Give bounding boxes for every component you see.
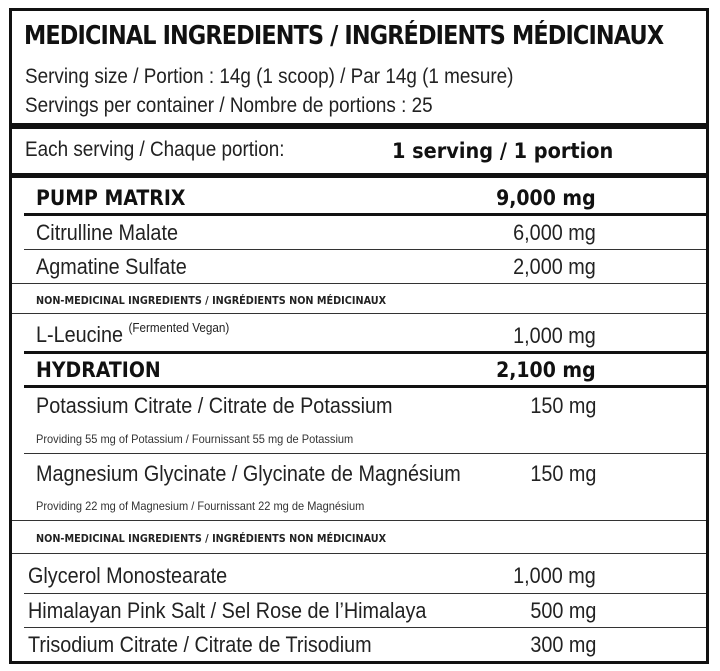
hydration-name: HYDRATION xyxy=(36,358,161,382)
divider-thick xyxy=(12,173,706,178)
hydration-amount: 2,100 mg xyxy=(496,358,596,382)
potassium-amount: 150 mg xyxy=(529,393,596,418)
potassium-name: Potassium Citrate / Citrate de Potassium xyxy=(36,393,393,418)
pump-matrix-name: PUMP MATRIX xyxy=(36,186,186,210)
divider xyxy=(24,453,706,454)
each-serving-label: Each serving / Chaque portion: xyxy=(25,138,285,161)
divider-thick xyxy=(12,123,706,129)
magnesium-name: Magnesium Glycinate / Glycinate de Magnésium xyxy=(36,461,461,486)
trisodium-name: Trisodium Citrate / Citrate de Trisodium xyxy=(28,632,372,657)
divider xyxy=(12,283,706,284)
agmatine-amount: 2,000 mg xyxy=(513,254,596,279)
glycerol-name: Glycerol Monostearate xyxy=(28,563,228,588)
magnesium-providing: Providing 22 mg of Magnesium / Fournissant 22 mg de Magnésium xyxy=(36,499,365,513)
pump-matrix-amount: 9,000 mg xyxy=(496,186,596,210)
non-medicinal-heading: NON-MEDICINAL INGREDIENTS / INGRÉDIENTS NON MÉDICINAUX xyxy=(36,532,387,545)
divider xyxy=(24,249,706,250)
divider xyxy=(24,627,706,628)
divider xyxy=(24,593,706,594)
leucine-amount: 1,000 mg xyxy=(513,323,596,348)
divider xyxy=(12,553,706,554)
panel-title: MEDICINAL INGREDIENTS / INGRÉDIENTS MÉDICINAUX xyxy=(24,21,664,51)
agmatine-name: Agmatine Sulfate xyxy=(36,254,187,279)
trisodium-amount: 300 mg xyxy=(529,632,596,657)
servings-per-container-text: Servings per container / Nombre de portions : 25 xyxy=(25,94,433,117)
each-serving-value: 1 serving / 1 portion xyxy=(392,139,614,163)
serving-size-text: Serving size / Portion : 14g (1 scoop) / Par 14g (1 mesure) xyxy=(25,65,514,88)
himalayan-amount: 500 mg xyxy=(529,598,596,623)
supplement-facts-panel xyxy=(9,8,709,664)
magnesium-amount: 150 mg xyxy=(529,461,596,486)
citrulline-name: Citrulline Malate xyxy=(36,220,178,245)
leucine-name: L-Leucine xyxy=(36,322,123,347)
citrulline-amount: 6,000 mg xyxy=(513,220,596,245)
leucine-note: (Fermented Vegan) xyxy=(128,320,230,335)
divider xyxy=(24,213,706,216)
non-medicinal-heading: NON-MEDICINAL INGREDIENTS / INGRÉDIENTS NON MÉDICINAUX xyxy=(36,294,387,307)
divider xyxy=(24,385,706,388)
divider xyxy=(12,520,706,521)
glycerol-amount: 1,000 mg xyxy=(513,563,596,588)
divider xyxy=(12,313,706,314)
himalayan-name: Himalayan Pink Salt / Sel Rose de l’Himalaya xyxy=(28,598,427,623)
leucine-row xyxy=(36,322,229,348)
potassium-providing: Providing 55 mg of Potassium / Fournissant 55 mg de Potassium xyxy=(36,432,354,446)
divider xyxy=(24,351,706,354)
